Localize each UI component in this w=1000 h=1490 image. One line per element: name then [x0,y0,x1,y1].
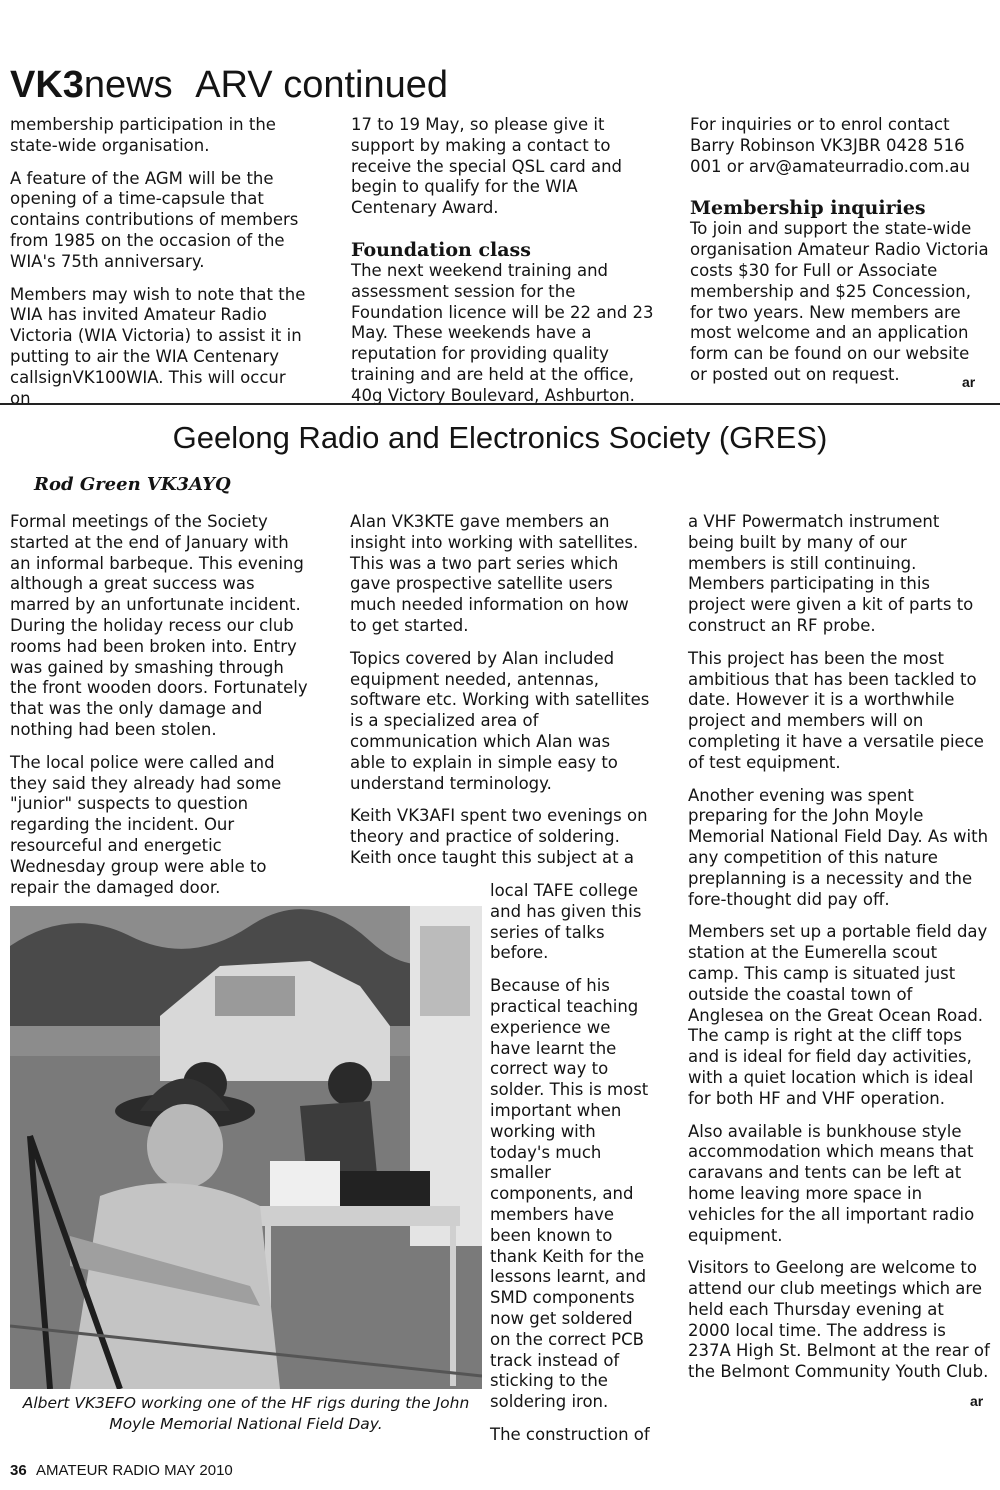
header-prefix: VK3 [10,64,84,106]
paragraph: The next weekend training and assessment session for the Foundation licence will be 22 and 23 May. These weekends have a reputation for providing quality training and are held at the office, 40g Victory Boulevard, Ashburton. [351,260,654,405]
photo-caption: Albert VK3EFO working one of the HF rigs during the John Moyle Memorial National Field Day. [22,1394,470,1433]
page-number: 36 [10,1462,27,1479]
header-suffix: news [83,64,173,106]
arv-column-2 [351,115,656,419]
field-day-photo [10,906,482,1389]
paragraph: Members may wish to note that the WIA has invited Amateur Radio Victoria (WIA Victoria) to assist it in putting to air the WIA Centenary callsignVK100WIA. This will occur on [10,284,306,408]
foundation-heading: Foundation class [351,238,531,261]
paragraph: Formal meetings of the Society started at the end of January with an informal barbeque. This evening although a great success was marred by an unfortunate incident. During the holiday recess our club rooms had been broken into. Entry was gained by smashing through the front wooden doors. Fortunately that was the only damage and nothing had been stolen. [10,512,308,739]
arv-column-1 [10,115,308,421]
paragraph: Also available is bunkhouse style accommodation which means that caravans and tents can be left at home leaving more space in vehicles for the all important radio equipment. [688,1121,975,1245]
paragraph: The local police were called and they said they already had some "junior" suspects to question regarding the incident. Our resourceful and energetic Wednesday group were able to repair the damaged door. [10,752,282,897]
paragraph: Alan VK3KTE gave members an insight into working with satellites. This was a two part series which gave prospective satellite users much needed information on how to get started. [350,512,639,635]
page-footer [10,1462,233,1479]
paragraph: 17 to 19 May, so please give it support by making a contact to receive the special QSL card and begin to qualify for the WIA Centenary Award. [351,115,623,218]
paragraph: Because of his practical teaching experience we have learnt the correct way to solder. This is most important when working with today's much smaller components, and members have been known to thank Keith for the lessons learnt, and SMD components now get soldered on the correct PCB track instead of sticking to the soldering iron. [490,976,649,1412]
paragraph: a VHF Powermatch instrument being built by many of our members is still continuing. Members participating in this project were given a kit of parts to construct an RF probe. [688,512,974,635]
paragraph: Members set up a portable field day station at the Eumerella scout camp. This camp is situated just outside the coastal town of Anglesea on the Great Ocean Road. The camp is right at the cliff tops and is ideal for field day activities, with a quiet location which is ideal for both HF and VHF operation. [688,922,988,1108]
membership-heading: Membership inquiries [690,197,926,220]
article-title: Geelong Radio and Electronics Society (GRES) [172,420,828,455]
gres-column-1 [10,512,313,910]
paragraph: The construction of [490,1424,650,1444]
paragraph: Another evening was spent preparing for the John Moyle Memorial National Field Day. As with any competition of this nature preplanning is a necessity and the fore-thought did pay off. [688,785,989,909]
article-byline: Rod Green VK3AYQ [34,474,231,495]
paragraph: membership participation in the state-wide organisation. [10,115,276,155]
paragraph: local TAFE college and has given this series of talks before. [490,881,642,963]
gres-column-3 [688,512,990,1395]
paragraph: Keith VK3AFI spent two evenings on theory and practice of soldering. Keith once taught this subject at a [350,806,648,867]
paragraph: Visitors to Geelong are welcome to attend our club meetings which are held each Thursday evening at 2000 local time. The address is 237A High St. Belmont at the rear of the Belmont Community Youth Club. [688,1258,990,1382]
paragraph: For inquiries or to enrol contact Barry Robinson VK3JBR 0428 516 001 or arv@amateurradio.com.au [690,115,970,176]
paragraph: To join and support the state-wide organisation Amateur Radio Victoria costs $30 for Full or Associate membership and $25 Concession, for two years. New members are most welcome and an application form can be found on our website or posted out on request. [690,219,989,384]
section-divider [0,403,1000,405]
section-header [10,62,448,108]
photo-illustration [10,906,482,1389]
gres-column-2 [350,512,650,881]
paragraph: This project has been the most ambitious that has been tackled to date. However it is a worthwhile project and members will on completing it have a versatile piece of test equipment. [688,648,984,772]
end-mark: ar [970,1393,984,1409]
gres-column-2-narrow [490,881,650,1458]
end-mark: ar [962,374,976,390]
paragraph: A feature of the AGM will be the opening of a time-capsule that contains contributions of members from 1985 on the occasion of the WIA's 75th anniversary. [10,168,299,271]
magazine-issue: AMATEUR RADIO MAY 2010 [36,1462,233,1479]
header-section: ARV continued [195,64,449,106]
arv-column-3 [690,115,990,398]
paragraph: Topics covered by Alan included equipment needed, antennas, software etc. Working with satellites is a specialized area of communication which Alan was able to explain in simple easy to understand terminology. [350,648,650,793]
